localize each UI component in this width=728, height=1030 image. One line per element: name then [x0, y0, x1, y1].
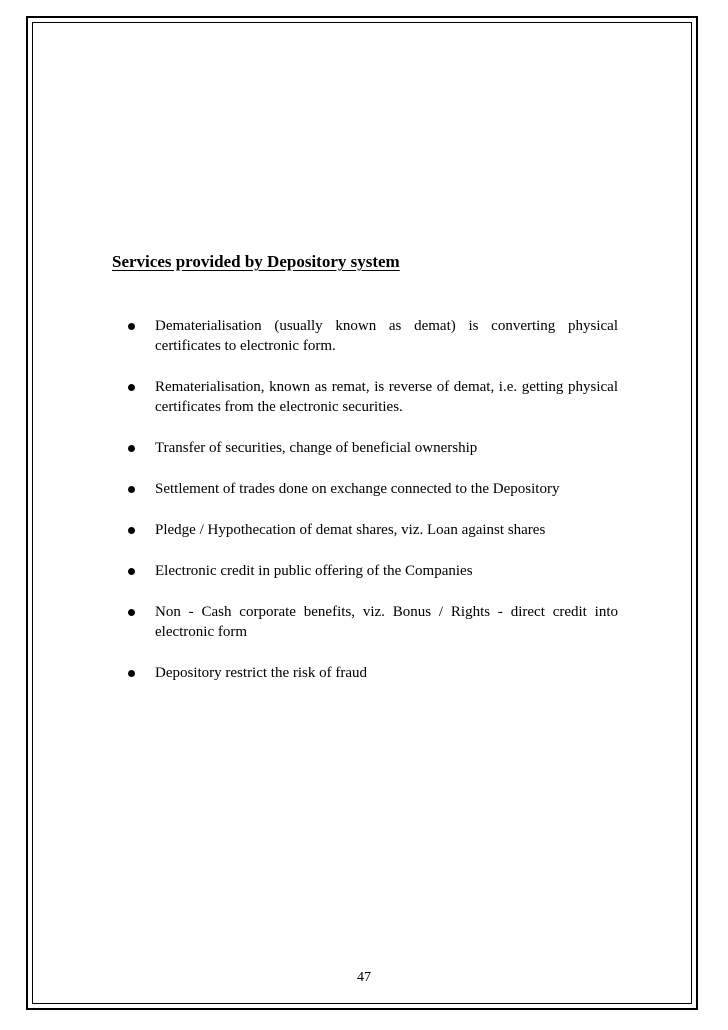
- list-item-text: Pledge / Hypothecation of demat shares, viz. Loan against shares: [155, 522, 546, 538]
- bullet-icon: [128, 445, 135, 452]
- list-item-text: Electronic credit in public offering of the Companies: [155, 563, 473, 579]
- bullet-icon: [128, 323, 135, 330]
- list-item: [128, 438, 618, 458]
- section-heading: Services provided by Depository system: [112, 252, 400, 271]
- list-item-text: Dematerialisation (usually known as demat) is converting physical certificates to electronic form.: [155, 318, 618, 354]
- bullet-icon: [128, 384, 135, 391]
- list-item: [128, 377, 618, 417]
- page-number: 47: [357, 970, 371, 985]
- bullet-icon: [128, 486, 135, 493]
- list-item: [128, 561, 618, 581]
- list-item-text: Rematerialisation, known as remat, is reverse of demat, i.e. getting physical certificates from the electronic securities.: [155, 379, 618, 415]
- list-item-text: Settlement of trades done on exchange connected to the Depository: [155, 481, 560, 497]
- bullet-icon: [128, 527, 135, 534]
- bullet-icon: [128, 670, 135, 677]
- list-item: [128, 479, 618, 499]
- bullet-icon: [128, 609, 135, 616]
- list-item-text: Depository restrict the risk of fraud: [155, 665, 368, 681]
- list-item: [128, 316, 618, 356]
- bullet-icon: [128, 568, 135, 575]
- list-item-text: Transfer of securities, change of beneficial ownership: [155, 440, 478, 456]
- list-item: [128, 520, 618, 540]
- services-bullet-list: [128, 316, 618, 704]
- list-item: [128, 602, 618, 642]
- list-item-text: Non - Cash corporate benefits, viz. Bonus / Rights - direct credit into electronic form: [155, 604, 618, 640]
- list-item: [128, 663, 618, 683]
